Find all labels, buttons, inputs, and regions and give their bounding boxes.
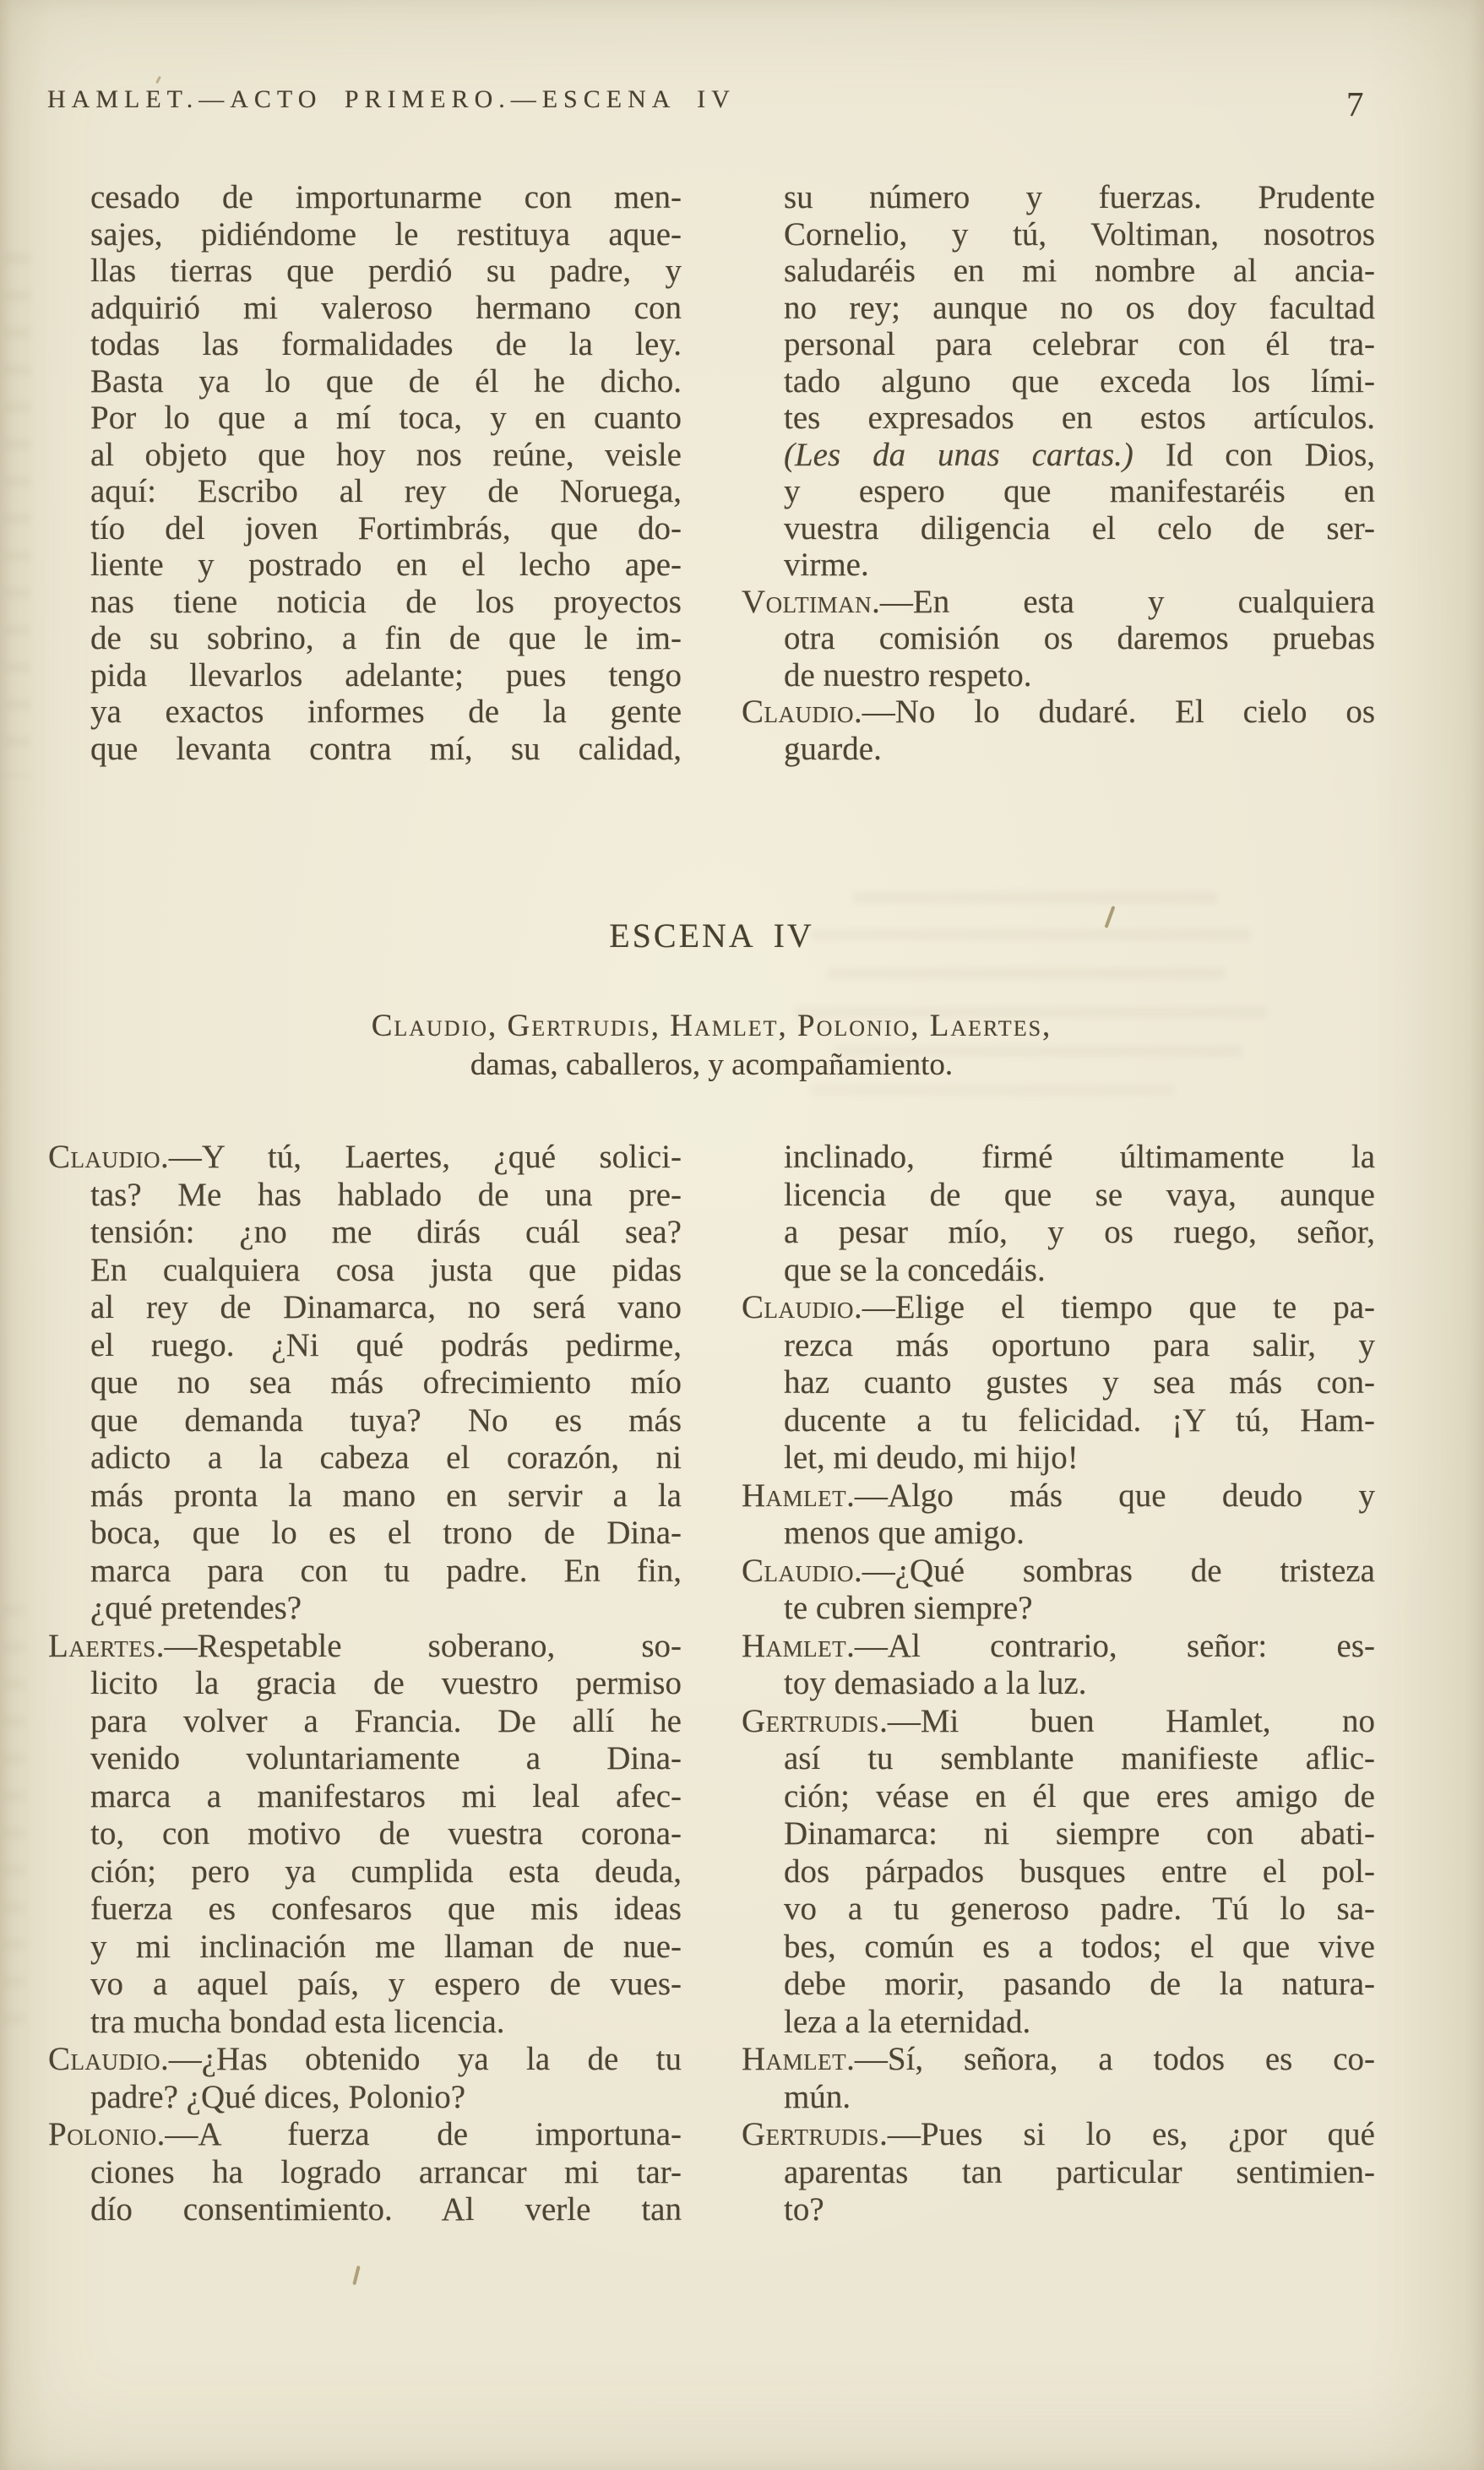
dialogue-line: menos que amigo. — [784, 1515, 1025, 1551]
scene-heading: ESCENA IV — [609, 917, 814, 955]
dialogue-line: y mi inclinación me llaman de nue- — [90, 1928, 682, 1965]
dialogue-line: vo a tu generoso padre. Tú lo sa- — [784, 1891, 1375, 1927]
dialogue-line: ¿qué pretendes? — [90, 1590, 302, 1626]
dialogue-line: tensión: ¿no me dirás cuál sea? — [90, 1214, 682, 1250]
dialogue-line-speaker: Claudio.—No lo dudaré. El cielo os — [742, 694, 1375, 730]
bleed-through-smudge — [5, 253, 30, 777]
dialogue-line: inclinado, firmé últimamente la — [784, 1139, 1375, 1175]
dialogue-line: te cubren siempre? — [784, 1590, 1033, 1626]
dialogue-line: (Les da unas cartas.) Id con Dios, — [784, 436, 1375, 473]
speaker-name: Voltiman — [742, 583, 872, 620]
dialogue-line: licencia de que se vaya, aunque — [784, 1176, 1375, 1213]
dialogue-line: tas? Me has hablado de una pre- — [90, 1176, 682, 1213]
speaker-name: Hamlet — [742, 1477, 847, 1514]
speaker-name: Polonio — [48, 2116, 157, 2152]
speaker-name: Claudio — [742, 1552, 854, 1589]
dialogue-line: tado alguno que exceda los lími- — [784, 362, 1375, 400]
dialogue-line-speaker: Claudio.—¿Has obtenido ya la de tu — [48, 2041, 682, 2077]
dialogue-line: tes expresados en estos artículos. — [784, 400, 1375, 436]
dialogue-line: En cualquiera cosa justa que pidas — [90, 1251, 682, 1288]
dialogue-line: debe morir, pasando de la natura- — [784, 1966, 1375, 2002]
bleed-through-smudge — [853, 892, 1216, 903]
dialogue-line: así tu semblante manifieste aflic- — [784, 1740, 1375, 1776]
dialogue-line: nas tiene noticia de los proyectos — [90, 583, 682, 620]
dialogue-line-speaker: Polonio.—A fuerza de importuna- — [48, 2116, 682, 2152]
dialogue-line: Cornelio, y tú, Voltiman, nosotros — [784, 215, 1375, 253]
dialogue-line: leza a la eternidad. — [784, 2003, 1031, 2040]
dialogue-line: tío del joven Fortimbrás, que do- — [90, 509, 682, 547]
dialogue-line: mún. — [784, 2078, 851, 2115]
dialogue-line: aparentas tan particular sentimien- — [784, 2153, 1375, 2190]
dialogue-line: que demanda tuya? No es más — [90, 1401, 682, 1439]
column-top-left — [48, 179, 682, 767]
dialogue-line: más pronta la mano en servir a la — [90, 1477, 682, 1514]
dialogue-line: ducente a tu felicidad. ¡Y tú, Ham- — [784, 1401, 1375, 1439]
speaker-name: Hamlet — [742, 2041, 847, 2077]
dialogue-line: let, mi deudo, mi hijo! — [784, 1439, 1079, 1476]
dialogue-line-speaker: Hamlet.—Sí, señora, a todos es co- — [742, 2041, 1375, 2077]
dialogue-line: vuestra diligencia el celo de ser- — [784, 509, 1375, 547]
dialogue-line: guarde. — [784, 730, 882, 767]
dialogue-line: tra mucha bondad esta licencia. — [90, 2003, 505, 2040]
dialogue-line: que no sea más ofrecimiento mío — [90, 1364, 682, 1401]
dialogue-line: aquí: Escribo al rey de Noruega, — [90, 473, 682, 509]
dialogue-line: que se la concedáis. — [784, 1251, 1046, 1288]
dialogue-line: dos párpados busques entre el pol- — [784, 1852, 1375, 1890]
bleed-through-smudge — [3, 1605, 25, 2044]
dialogue-line: no rey; aunque no os doy facultad — [784, 289, 1375, 326]
dialogue-line-speaker: Claudio.—¿Qué sombras de tristeza — [742, 1552, 1375, 1589]
dialogue-line: de su sobrino, a fin de que le im- — [90, 620, 682, 656]
dialogue-line: fuerza es confesaros que mis ideas — [90, 1891, 682, 1927]
dialogue-line: marca para con tu padre. En fin, — [90, 1552, 682, 1589]
bleed-through-smudge — [828, 968, 1225, 979]
dialogue-line: de nuestro respeto. — [784, 656, 1032, 694]
cast-line-names: Claudio, Gertrudis, Hamlet, Polonio, Laertes, — [371, 1009, 1052, 1043]
dialogue-line: y espero que manifestaréis en — [784, 473, 1375, 509]
dialogue-line: cesado de importunarme con men- — [90, 179, 682, 215]
running-header: HAMLET.—ACTO PRIMERO.—ESCENA IV — [47, 85, 736, 113]
speaker-name: Claudio — [742, 1289, 854, 1325]
dialogue-line: Dinamarca: ni siempre con abati- — [784, 1815, 1375, 1852]
speaker-name: Hamlet — [742, 1627, 847, 1664]
speaker-name: Claudio — [48, 1139, 160, 1175]
dialogue-line: Por lo que a mí toca, y en cuanto — [90, 400, 682, 436]
cast-line-extras: damas, caballeros, y acompañamiento. — [470, 1047, 954, 1082]
dialogue-line: ción; véase en él que eres amigo de — [784, 1777, 1375, 1814]
dialogue-line: vo a aquel país, y espero de vues- — [90, 1966, 682, 2002]
column-top-right — [742, 179, 1375, 767]
dialogue-line-speaker: Gertrudis.—Pues si lo es, ¿por qué — [742, 2116, 1375, 2152]
dialogue-line: boca, que lo es el trono de Dina- — [90, 1515, 682, 1551]
dialogue-line: licito la gracia de vuestro permiso — [90, 1665, 682, 1701]
dialogue-line: sajes, pidiéndome le restituya aque- — [90, 215, 682, 253]
dialogue-line: a pesar mío, y os ruego, señor, — [784, 1214, 1375, 1250]
dialogue-line: otra comisión os daremos pruebas — [784, 620, 1375, 656]
speaker-name: Laertes — [48, 1627, 156, 1664]
speaker-name: Gertrudis — [742, 1702, 880, 1739]
page-number: 7 — [1346, 84, 1364, 123]
dialogue-line: padre? ¿Qué dices, Polonio? — [90, 2078, 466, 2115]
dialogue-line: ciones ha logrado arrancar mi tar- — [90, 2153, 682, 2190]
dialogue-line: to, con motivo de vuestra corona- — [90, 1815, 682, 1852]
speaker-name: Claudio — [48, 2041, 160, 2077]
dialogue-line: to? — [784, 2191, 824, 2228]
cast-list — [48, 1007, 1375, 1085]
dialogue-line-speaker: Hamlet.—Algo más que deudo y — [742, 1477, 1375, 1514]
dialogue-line: rezca más oportuno para salir, y — [784, 1326, 1375, 1363]
dialogue-line-speaker: Claudio.—Elige el tiempo que te pa- — [742, 1289, 1375, 1325]
dialogue-line-speaker: Claudio.—Y tú, Laertes, ¿qué solici- — [48, 1139, 682, 1175]
bleed-through-smudge — [811, 1085, 1174, 1096]
column-bottom-right — [742, 1139, 1375, 2229]
dialogue-line: el ruego. ¿Ni qué podrás pedirme, — [90, 1326, 682, 1363]
dialogue-line: marca a manifestaros mi leal afec- — [90, 1777, 682, 1814]
dialogue-line-speaker: Hamlet.—Al contrario, señor: es- — [742, 1627, 1375, 1664]
dialogue-line: venido voluntariamente a Dina- — [90, 1740, 682, 1776]
dialogue-line: bes, común es a todos; el que vive — [784, 1928, 1375, 1965]
dialogue-line: liente y postrado en el lecho ape- — [90, 547, 682, 583]
column-bottom-left — [48, 1139, 682, 2229]
speaker-name: Claudio — [742, 694, 854, 730]
dialogue-line: todas las formalidades de la ley. — [90, 326, 682, 362]
dialogue-line: saludaréis en mi nombre al ancia- — [784, 253, 1375, 289]
dialogue-line: adicto a la cabeza el corazón, ni — [90, 1439, 682, 1476]
dialogue-line: Basta ya lo que de él he dicho. — [90, 362, 682, 400]
dialogue-line: dío consentimiento. Al verle tan — [90, 2191, 682, 2228]
speaker-name: Gertrudis — [742, 2116, 880, 2152]
dialogue-line-speaker: Gertrudis.—Mi buen Hamlet, no — [742, 1702, 1375, 1739]
dialogue-line-speaker: Laertes.—Respetable soberano, so- — [48, 1627, 682, 1664]
dialogue-line: personal para celebrar con él tra- — [784, 326, 1375, 362]
dialogue-line: llas tierras que perdió su padre, y — [90, 253, 682, 289]
dialogue-line: ya exactos informes de la gente — [90, 694, 682, 730]
dialogue-line: toy demasiado a la luz. — [784, 1665, 1087, 1701]
dialogue-line: pida llevarlos adelante; pues tengo — [90, 656, 682, 694]
dialogue-line: su número y fuerzas. Prudente — [784, 179, 1375, 215]
dialogue-line: ción; pero ya cumplida esta deuda, — [90, 1852, 682, 1890]
dialogue-line: adquirió mi valeroso hermano con — [90, 289, 682, 326]
dialogue-line: al rey de Dinamarca, no será vano — [90, 1289, 682, 1325]
dialogue-line: haz cuanto gustes y sea más con- — [784, 1364, 1375, 1401]
dialogue-line: para volver a Francia. De allí he — [90, 1702, 682, 1739]
dialogue-line: que levanta contra mí, su calidad, — [90, 730, 682, 767]
dialogue-line: al objeto que hoy nos reúne, veisle — [90, 436, 682, 473]
dialogue-line: virme. — [784, 547, 869, 583]
ink-mark — [155, 76, 161, 84]
dialogue-line-speaker: Voltiman.—En esta y cualquiera — [742, 583, 1375, 620]
ink-mark — [352, 2266, 360, 2285]
